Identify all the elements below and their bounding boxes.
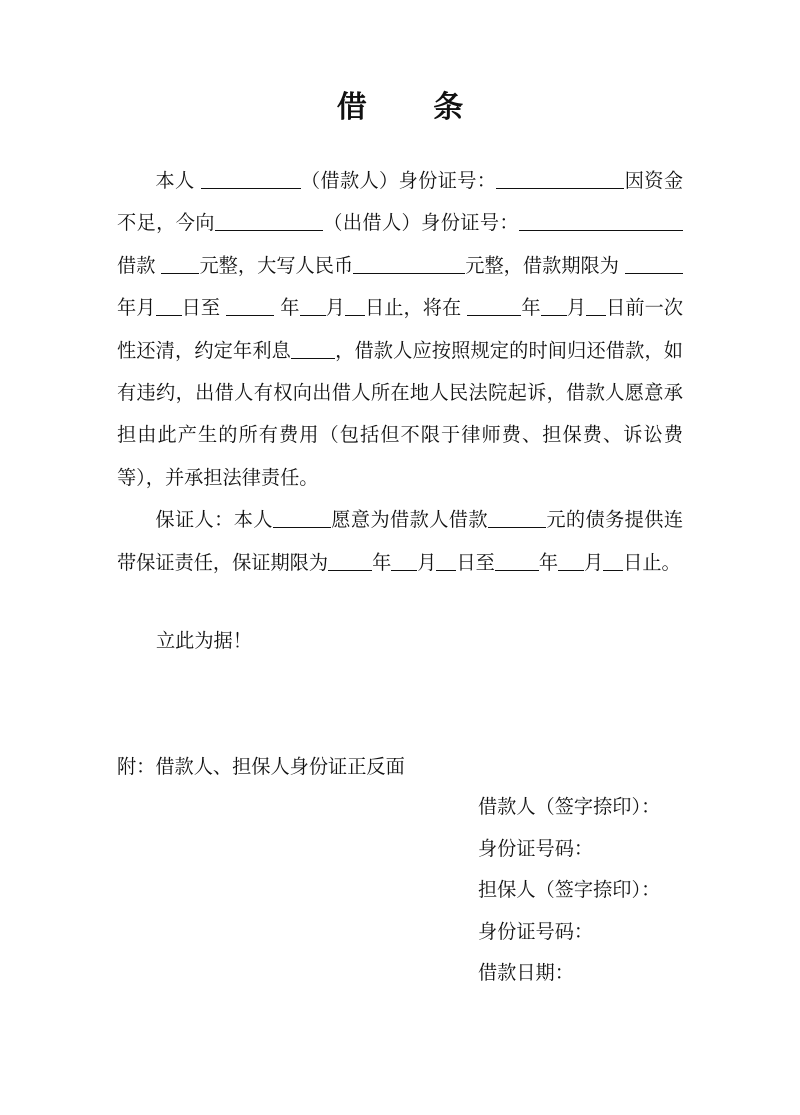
guarantee-end-year-blank[interactable]	[495, 549, 539, 570]
text-segment: 月	[325, 296, 345, 320]
text-segment: 日至	[456, 550, 495, 574]
guarantee-end-month-blank[interactable]	[558, 549, 584, 570]
guarantor-signature-label: 担保人（签字捺印）：	[478, 878, 661, 901]
amount-blank[interactable]	[161, 253, 199, 274]
term-years-blank[interactable]	[625, 253, 683, 274]
text-segment: 年	[538, 550, 558, 574]
text-segment: 日止，将在	[364, 296, 462, 320]
text-segment: （出借人）身份证号：	[322, 211, 520, 235]
text-segment: 本人	[155, 169, 195, 192]
guarantor-id-label: 身份证号码：	[478, 919, 594, 943]
text-segment: 日前一次性还清，约定年利息	[117, 296, 684, 362]
closing-statement: 立此为据！	[156, 629, 252, 652]
text-segment: 年	[280, 296, 300, 320]
guarantee-start-year-blank[interactable]	[328, 549, 372, 570]
guarantor-name-blank[interactable]	[273, 507, 331, 528]
text-segment: 因资金不足，今向	[117, 169, 684, 235]
text-segment: 年月	[117, 296, 156, 320]
text-segment: 保证人：本人	[155, 508, 273, 532]
text-segment: ，借款人应按照规定的时间归还借款，如有违约，出借人有权向出借人所在地人民法院起诉，借款人愿意承担由此产生的所有费用（包括但不限于律师费、担保费、诉讼费等），并承担法律责任。	[117, 338, 683, 489]
text-segment: 元整，大写人民币	[199, 253, 354, 277]
repay-day-blank[interactable]	[586, 295, 606, 316]
text-segment: 月	[566, 296, 587, 320]
guarantee-start-month-blank[interactable]	[391, 549, 417, 570]
text-segment: 愿意为借款人借款	[330, 508, 488, 532]
borrower-name-blank[interactable]	[201, 168, 301, 189]
guarantee-paragraph	[117, 499, 683, 584]
text-segment: 年	[521, 296, 541, 320]
end-day-blank[interactable]	[345, 295, 365, 316]
end-month-blank[interactable]	[300, 295, 326, 316]
lender-name-blank[interactable]	[215, 210, 323, 231]
amount-uppercase-blank[interactable]	[353, 253, 465, 274]
borrower-id-label: 身份证号码：	[478, 836, 594, 860]
text-segment: 年	[372, 550, 392, 574]
guarantee-start-day-blank[interactable]	[436, 549, 456, 570]
borrower-id-blank[interactable]	[496, 168, 624, 189]
guarantee-end-day-blank[interactable]	[603, 549, 623, 570]
guarantee-amount-blank[interactable]	[488, 507, 546, 528]
text-segment: 元整，借款期限为	[465, 253, 619, 277]
text-segment: 日至	[181, 296, 221, 320]
document-title: 借 条	[336, 90, 492, 125]
repay-year-blank[interactable]	[467, 295, 521, 316]
end-year-blank[interactable]	[226, 295, 274, 316]
signature-block	[478, 786, 660, 994]
document-body	[117, 160, 683, 584]
loan-date-label: 借款日期：	[478, 961, 574, 984]
lender-id-blank[interactable]	[519, 210, 683, 231]
text-segment: 借款	[117, 253, 156, 277]
text-segment: 月	[584, 550, 604, 574]
attachment-note: 附：借款人、担保人身份证正反面	[117, 755, 405, 778]
loan-terms-paragraph	[117, 160, 683, 499]
borrower-signature-label: 借款人（签字捺印）：	[478, 795, 661, 818]
text-segment: 日止。	[623, 550, 681, 574]
repay-month-blank[interactable]	[541, 295, 567, 316]
text-segment: （借款人）身份证号：	[300, 169, 497, 192]
text-segment: 月	[417, 550, 437, 574]
text-segment: 元的债务提供连带保证责任，保证期限为	[117, 508, 684, 574]
start-day-blank[interactable]	[156, 295, 182, 316]
interest-rate-blank[interactable]	[291, 337, 335, 358]
